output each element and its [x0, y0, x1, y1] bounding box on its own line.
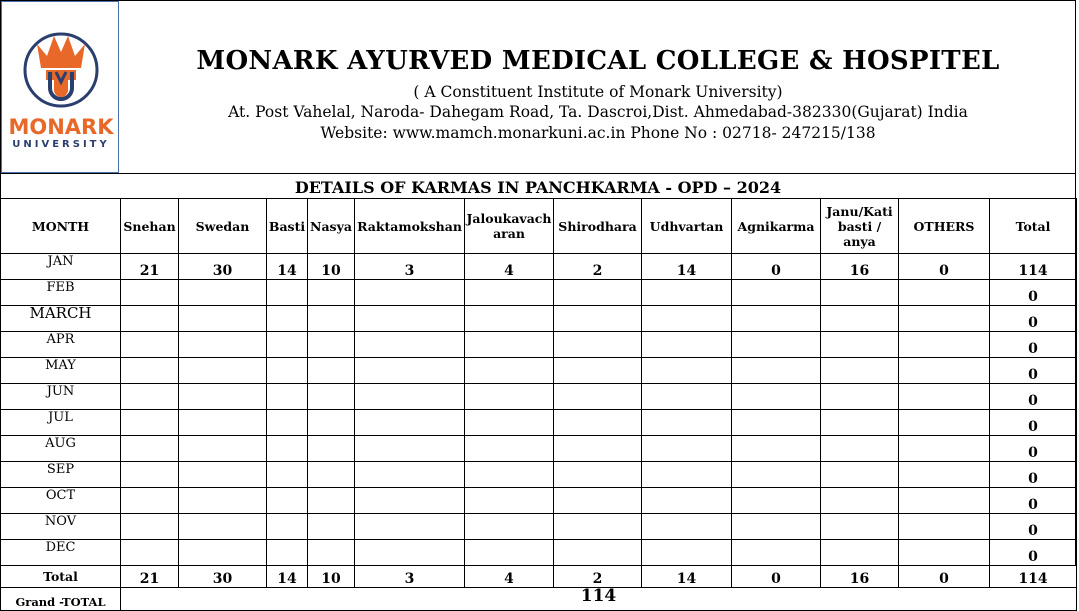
value-cell — [355, 410, 465, 436]
total-label: Total — [1, 566, 121, 588]
value-cell: 16 — [821, 254, 899, 280]
total-value-cell: 0 — [899, 566, 990, 588]
value-cell — [732, 462, 821, 488]
value-cell — [308, 358, 355, 384]
value-cell — [179, 358, 267, 384]
total-value-cell: 3 — [355, 566, 465, 588]
value-cell — [179, 306, 267, 332]
value-cell — [121, 462, 179, 488]
value-cell — [554, 540, 642, 566]
header-divider — [0, 173, 1076, 174]
value-cell — [732, 514, 821, 540]
value-cell — [554, 332, 642, 358]
value-cell — [355, 332, 465, 358]
month-cell: FEB — [1, 280, 121, 306]
row-total-cell: 0 — [990, 332, 1077, 358]
grand-total-row — [1, 588, 1077, 611]
value-cell — [267, 436, 308, 462]
value-cell — [821, 410, 899, 436]
value-cell — [899, 540, 990, 566]
total-row — [1, 566, 1077, 588]
col-header: MONTH — [1, 199, 121, 254]
col-header: Janu/Kati basti / anya — [821, 199, 899, 254]
karma-table — [0, 198, 1077, 611]
row-total-cell: 0 — [990, 358, 1077, 384]
value-cell — [121, 332, 179, 358]
value-cell — [308, 540, 355, 566]
month-cell: NOV — [1, 514, 121, 540]
value-cell — [642, 358, 732, 384]
value-cell — [465, 410, 554, 436]
row-total-cell: 0 — [990, 462, 1077, 488]
value-cell — [179, 436, 267, 462]
value-cell — [732, 488, 821, 514]
value-cell: 0 — [899, 254, 990, 280]
table-row — [1, 540, 1077, 566]
col-header: Jaloukavach aran — [465, 199, 554, 254]
value-cell — [179, 384, 267, 410]
table-row — [1, 358, 1077, 384]
total-value-cell: 0 — [732, 566, 821, 588]
value-cell — [267, 306, 308, 332]
value-cell — [121, 358, 179, 384]
value-cell — [899, 358, 990, 384]
col-header: Swedan — [179, 199, 267, 254]
table-row — [1, 462, 1077, 488]
total-value-cell: 2 — [554, 566, 642, 588]
month-cell: JUN — [1, 384, 121, 410]
value-cell — [821, 306, 899, 332]
value-cell — [121, 410, 179, 436]
value-cell: 14 — [267, 254, 308, 280]
col-header: Nasya — [308, 199, 355, 254]
value-cell — [355, 384, 465, 410]
row-total-cell: 0 — [990, 280, 1077, 306]
value-cell — [642, 384, 732, 410]
value-cell — [179, 462, 267, 488]
row-total-cell: 0 — [990, 410, 1077, 436]
month-cell: DEC — [1, 540, 121, 566]
value-cell — [642, 540, 732, 566]
col-header: Total — [990, 199, 1077, 254]
value-cell — [308, 488, 355, 514]
value-cell: 0 — [732, 254, 821, 280]
value-cell — [267, 540, 308, 566]
value-cell — [732, 436, 821, 462]
grand-row-total-cell: 114 — [990, 566, 1077, 588]
table-row — [1, 384, 1077, 410]
value-cell — [465, 488, 554, 514]
month-cell: OCT — [1, 488, 121, 514]
value-cell — [121, 514, 179, 540]
value-cell — [465, 462, 554, 488]
value-cell — [554, 358, 642, 384]
table-row — [1, 410, 1077, 436]
row-total-cell: 114 — [990, 254, 1077, 280]
row-total-cell: 0 — [990, 540, 1077, 566]
college-contact: Website: www.mamch.monarkuni.ac.in Phone No : 02718- 247215/138 — [320, 124, 876, 142]
value-cell — [554, 488, 642, 514]
value-cell — [899, 514, 990, 540]
value-cell — [179, 280, 267, 306]
value-cell — [465, 436, 554, 462]
value-cell — [267, 462, 308, 488]
value-cell — [121, 488, 179, 514]
value-cell — [465, 332, 554, 358]
value-cell — [355, 514, 465, 540]
value-cell: 21 — [121, 254, 179, 280]
value-cell — [465, 306, 554, 332]
value-cell — [465, 280, 554, 306]
college-address: At. Post Vahelal, Naroda- Dahegam Road, Ta. Dascroi,Dist. Ahmedabad-382330(Gujarat) India — [228, 103, 968, 121]
month-cell: MARCH — [1, 306, 121, 332]
value-cell — [821, 540, 899, 566]
logo — [1, 1, 119, 173]
value-cell — [554, 280, 642, 306]
value-cell — [821, 488, 899, 514]
value-cell — [899, 462, 990, 488]
value-cell: 3 — [355, 254, 465, 280]
total-value-cell: 14 — [642, 566, 732, 588]
value-cell — [355, 280, 465, 306]
value-cell — [267, 280, 308, 306]
value-cell — [732, 332, 821, 358]
value-cell — [554, 436, 642, 462]
value-cell — [554, 410, 642, 436]
value-cell — [821, 384, 899, 410]
value-cell — [642, 514, 732, 540]
value-cell — [179, 410, 267, 436]
value-cell — [179, 514, 267, 540]
value-cell — [179, 332, 267, 358]
value-cell — [267, 358, 308, 384]
col-header: Basti — [267, 199, 308, 254]
value-cell — [355, 358, 465, 384]
value-cell — [308, 514, 355, 540]
value-cell — [899, 410, 990, 436]
col-header: Raktamokshan — [355, 199, 465, 254]
value-cell — [821, 436, 899, 462]
row-total-cell: 0 — [990, 306, 1077, 332]
total-value-cell: 21 — [121, 566, 179, 588]
value-cell — [308, 280, 355, 306]
value-cell — [308, 332, 355, 358]
value-cell — [821, 462, 899, 488]
row-total-cell: 0 — [990, 514, 1077, 540]
row-total-cell: 0 — [990, 436, 1077, 462]
value-cell — [121, 280, 179, 306]
table-header-row — [1, 199, 1077, 254]
value-cell — [642, 488, 732, 514]
value-cell — [121, 540, 179, 566]
value-cell — [308, 306, 355, 332]
value-cell — [732, 358, 821, 384]
month-cell: JUL — [1, 410, 121, 436]
value-cell — [642, 436, 732, 462]
table-row — [1, 254, 1077, 280]
value-cell — [267, 488, 308, 514]
col-header: Udhvartan — [642, 199, 732, 254]
value-cell — [899, 384, 990, 410]
value-cell — [308, 384, 355, 410]
table-row — [1, 488, 1077, 514]
value-cell — [899, 436, 990, 462]
value-cell — [732, 384, 821, 410]
value-cell — [267, 410, 308, 436]
value-cell — [821, 280, 899, 306]
value-cell: 4 — [465, 254, 554, 280]
value-cell — [267, 514, 308, 540]
value-cell — [355, 436, 465, 462]
table-row — [1, 436, 1077, 462]
table-row — [1, 280, 1077, 306]
value-cell: 10 — [308, 254, 355, 280]
college-title: MONARK AYURVED MEDICAL COLLEGE & HOSPITEL — [196, 46, 1000, 76]
value-cell — [899, 332, 990, 358]
value-cell — [179, 540, 267, 566]
total-value-cell: 30 — [179, 566, 267, 588]
total-value-cell: 4 — [465, 566, 554, 588]
value-cell — [554, 462, 642, 488]
total-value-cell: 10 — [308, 566, 355, 588]
value-cell: 30 — [179, 254, 267, 280]
value-cell — [899, 280, 990, 306]
col-header: Snehan — [121, 199, 179, 254]
value-cell — [821, 332, 899, 358]
value-cell — [732, 306, 821, 332]
value-cell — [267, 332, 308, 358]
value-cell — [899, 488, 990, 514]
value-cell — [355, 306, 465, 332]
month-cell: SEP — [1, 462, 121, 488]
value-cell — [355, 462, 465, 488]
col-header: OTHERS — [899, 199, 990, 254]
logo-subtitle: UNIVERSITY — [12, 139, 110, 150]
value-cell: 2 — [554, 254, 642, 280]
month-cell: JAN — [1, 254, 121, 280]
value-cell — [642, 306, 732, 332]
value-cell — [821, 358, 899, 384]
value-cell — [121, 306, 179, 332]
value-cell — [121, 384, 179, 410]
value-cell — [465, 540, 554, 566]
value-cell — [308, 410, 355, 436]
value-cell — [308, 462, 355, 488]
table-title: DETAILS OF KARMAS IN PANCHKARMA - OPD – 2024 — [294, 178, 782, 197]
value-cell — [355, 540, 465, 566]
value-cell — [308, 436, 355, 462]
value-cell — [267, 384, 308, 410]
value-cell — [465, 358, 554, 384]
col-header: Shirodhara — [554, 199, 642, 254]
value-cell — [732, 280, 821, 306]
row-total-cell: 0 — [990, 384, 1077, 410]
value-cell: 14 — [642, 254, 732, 280]
value-cell — [179, 488, 267, 514]
value-cell — [355, 488, 465, 514]
value-cell — [554, 514, 642, 540]
month-cell: APR — [1, 332, 121, 358]
value-cell — [732, 540, 821, 566]
month-cell: AUG — [1, 436, 121, 462]
value-cell — [899, 306, 990, 332]
value-cell — [642, 280, 732, 306]
logo-word: MONARK — [8, 115, 114, 139]
value-cell — [642, 462, 732, 488]
crown-emblem-icon — [10, 22, 112, 114]
table-row — [1, 332, 1077, 358]
total-value-cell: 16 — [821, 566, 899, 588]
value-cell — [554, 384, 642, 410]
value-cell — [732, 410, 821, 436]
month-cell: MAY — [1, 358, 121, 384]
grand-total-label: Grand -TOTAL — [1, 588, 121, 611]
value-cell — [465, 384, 554, 410]
value-cell — [642, 410, 732, 436]
value-cell — [821, 514, 899, 540]
value-cell — [121, 436, 179, 462]
value-cell — [465, 514, 554, 540]
value-cell — [642, 332, 732, 358]
total-value-cell: 14 — [267, 566, 308, 588]
row-total-cell: 0 — [990, 488, 1077, 514]
college-subtitle: ( A Constituent Institute of Monark University) — [413, 83, 783, 101]
table-row — [1, 514, 1077, 540]
value-cell — [554, 306, 642, 332]
grand-total-value: 114 — [121, 588, 1077, 611]
table-row — [1, 306, 1077, 332]
col-header: Agnikarma — [732, 199, 821, 254]
